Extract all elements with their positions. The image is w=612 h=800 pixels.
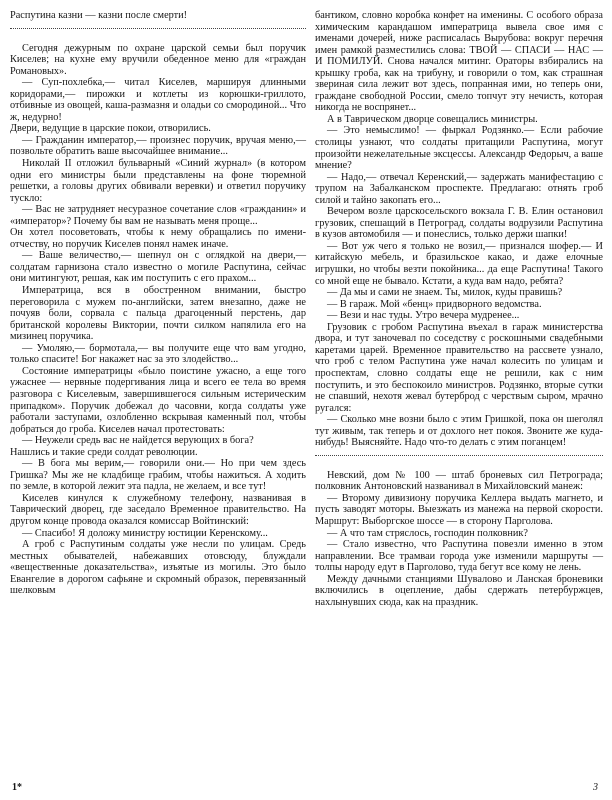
paragraph: — Неужели средь вас не найдется верующих в бога? (22, 435, 254, 447)
left-column (10, 10, 306, 597)
page-number: 3 (593, 782, 598, 793)
paragraph: — Вот уж чего я только не возил,— признался шофер.— И китайскую мебель, и бразильское какао, и даже елочные игрушки, но чтобы везти покойника... да еще Распутина! Такого со мной еще не бывало. Кстати, а куда вам надо, ребята? (315, 240, 603, 287)
paragraph: Сегодня дежурным по охране царской семьи был поручик Киселев; на кухне ему вручили обеденное меню для «граждан Романовых». (10, 42, 306, 77)
signature-mark: 1* (12, 782, 22, 793)
right-block-1 (315, 10, 603, 449)
paragraph: А в Таврическом дворце совещались министры. (327, 113, 538, 125)
left-block-2 (10, 43, 306, 597)
paragraph: Состояние императрицы «было поистине ужасно, а еще того ужаснее — нервные подергивания лица и всего ее тела во время разговора с Киселевым, завершившегося сильным истерическим припадком». Поручик добежал до часовни, когда солдаты уже работали заступами, озлобленно вскрывая каменный пол, чтобы добраться до гроба. Киселев начал протестовать: (10, 365, 306, 435)
paragraph: — Спасибо! Я доложу министру юстиции Керенскому... (22, 527, 268, 539)
paragraph: — В гараж. Мой «бенц» придворного ведомства. (327, 298, 542, 310)
paragraph: — Вези и нас туды. Утро вечера мудренее... (327, 310, 520, 322)
paragraph: Императрица, вся в обостренном внимании, быстро переговорила с мужем по-английски, затем внезапно, даже не почуяв боли, сорвала с пальца драгоценный перстень, дар британской королевы Виктории, почти силком напялила его на мизинец поручика. (10, 285, 306, 343)
paragraph: — Это немыслимо! — фыркал Родзянко.— Если рабочие столицы узнают, что солдаты притащили Распутина, могут произойти нежелательные эксцессы. Александр Федорыч, а ваше мнение? (315, 125, 603, 172)
paragraph: — Вас не затрудняет несуразное сочетание слов «гражданин» и «император»? Почему бы вам не называть меня проще... (10, 204, 306, 227)
paragraph: — Стало известно, что Распутина повезли именно в этом направлении. Все трамваи города уже изменили маршруты — толпы народу едут в Парголово, туда бегут все кому не лень. (315, 539, 603, 574)
left-block-1 (10, 10, 306, 22)
paragraph: — Второму дивизиону поручика Келлера выдать магнето, и пусть заводят моторы. Выезжать из манежа на первой скорости. Маршрут: Выборгское шоссе — в сторону Парголова. (315, 492, 603, 527)
paragraph: Николай II отложил бульварный «Синий журнал» (в котором одни его министры были представлены на фоне тюремной решетки, а головы других обвивали веревки) и ответил поручику тускло: (10, 158, 306, 204)
paragraph: Двери, ведущие в царские покои, отворились. (10, 123, 211, 135)
paragraph: А гроб с Распутиным солдаты уже несли по улицам. Средь местных обывателей, набежавших отовсюду, блуждали «вещественные доказательства», изъятые из могилы. Это было Евангелие в дорогом сафьяне и скромный образок, перевязанный шелковым (10, 539, 306, 597)
right-column (315, 10, 603, 608)
paragraph: Киселев кинулся к служебному телефону, названивая в Таврический дворец, где заседало Временное правительство. На другом конце провода оказался комиссар Войтинский: (10, 492, 306, 527)
paragraph: Между дачными станциями Шувалово и Ланская броневики включились в оцепление, дабы сдержать петербуржцев, нахлынувших сюда, как на праздник. (315, 573, 603, 608)
paragraph: — В бога мы верим,— говорили они.— Но при чем здесь Гришка? Мы же не кладбище грабим, чтобы нажиться. А ходить по земле, в которой лежит эта падла, не желаем, и все тут! (10, 458, 306, 493)
section-divider (315, 455, 603, 466)
paragraph: — Надо,— отвечал Керенский,— задержать манифестацию с трупом на Забалканском проспекте. Предлагаю: отнять гроб силой и тайно закопать его... (315, 171, 603, 206)
paragraph: бантиком, словно коробка конфет на именины. С особого образа химическим карандашом императрица вывела свое имя с именами дочерей, ниже расписалась Вырубова: вокруг перечня имен рамкой разместились слова: ТВОЙ — СПАСИ — НАС — И ПОМИЛУЙ. Снова начался митинг. Ораторы взбирались на крышку гроба, как на трибуну, и говорили о том, как страшная звериная сила лежит вот здесь, попранная ими, но теперь они, граждане свободной России, смело топчут эту нечисть, которая никогда не воспрянет... (315, 10, 603, 114)
section-divider (10, 28, 306, 39)
paragraph: — Да мы и сами не знаем. Ты, милок, куды правишь? (327, 287, 563, 299)
paragraph: Распутина казни — казни после смерти! (10, 10, 188, 21)
paragraph: — Суп-похлебка,— читал Киселев, маршируя длинными коридорами,— пирожки и котлеты из корюшки-гриллото, отбивные из овощей, каша-размазня и оладьи со смородиной... Что ж, недурно! (10, 77, 306, 123)
paragraph: Невский, дом № 100 — штаб броневых сил Петрограда; полковник Антоновский названивал в Михайловский манеж: (315, 469, 603, 493)
paragraph: Грузовик с гробом Распутина въехал в гараж министерства двора, и тут заночевал по соседству с роскошными свадебными каретами царей. Временное правительство на рассвете узнало, что гроб с телом Распутина уже начал колесить по улицам и проспектам, словно солдаты еще не решили, как с ним поступить, и это беспокоило министров. Родзянко, вторые сутки не спавший, нехотя жевал бутерброд с черствым сыром, мрачно ругался: (315, 321, 603, 414)
paragraph: Он хотел посоветовать, чтобы к нему обращались по имени-отчеству, но поручик Киселев понял намек иначе. (10, 227, 306, 250)
paragraph: — Сколько мне возни было с этим Гришкой, пока он шеголял тут живым, так теперь и от дохлого нет покоя. Звоните же куда-нибудь! Выясняйте. Надо что-то делать с этим поганцем! (315, 414, 603, 449)
paragraph: — Умоляю,— бормотала,— вы получите еще что вам угодно, только спасите! Бог накажет нас за это злодейство... (10, 342, 306, 366)
right-block-2 (315, 470, 603, 609)
paragraph: — Ваше величество,— шепнул он с оглядкой на двери,— солдатам гарнизона стало известно о могиле Распутина, сейчас они митингуют, решая, как им поступить с его прахом... (10, 250, 306, 285)
paragraph: Нашлись и такие среди солдат революции. (10, 446, 198, 458)
paragraph: — Гражданин император,— произнес поручик, вручая меню,— позвольте обратить ваше высочайшее внимание... (10, 134, 306, 158)
paragraph: Вечером возле царскосельского вокзала Г. В. Елин остановил грузовик, спешащий в Петроград, солдаты водрузили Распутина в кузов автомобиля — и понеслись, только держи шапки! (315, 206, 603, 241)
paragraph: — А что там стряслось, господин полковник? (327, 527, 528, 539)
